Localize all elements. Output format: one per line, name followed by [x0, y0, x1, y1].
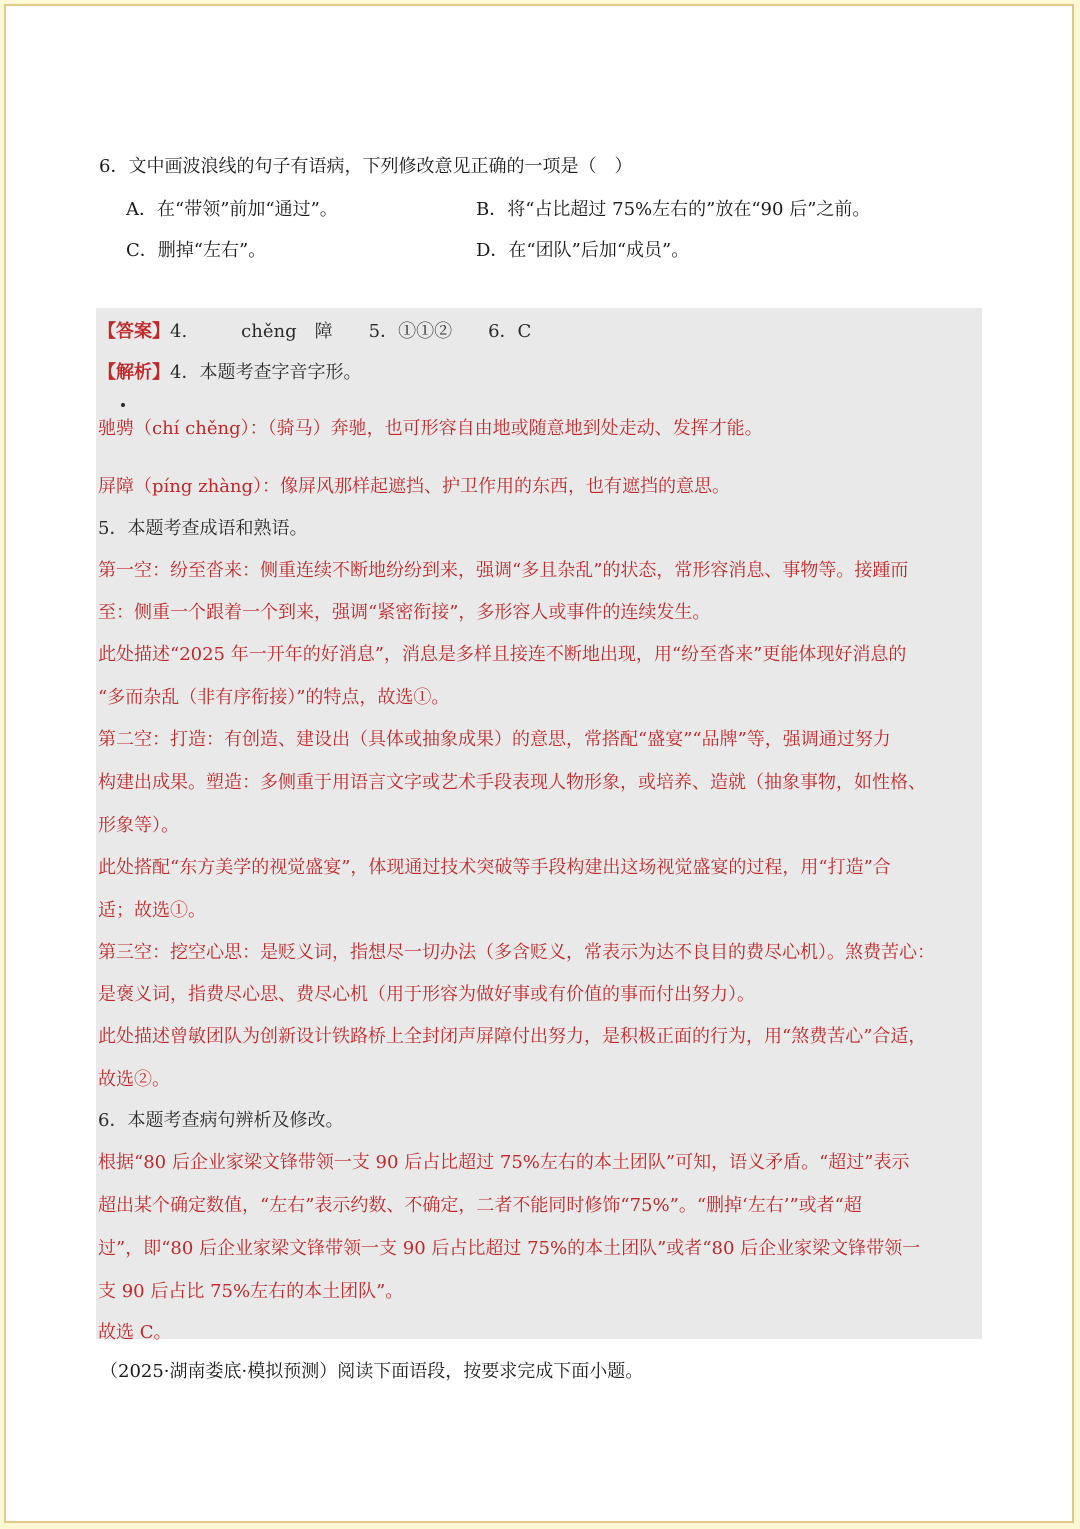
q5-line-8: 此处搭配“东方美学的视觉盛宴”，体现通过技术突破等手段构建出这场视觉盛宴的过程，用“打造”合: [98, 857, 891, 878]
q5-line-13: 故选②。: [98, 1069, 170, 1090]
analysis-line: [98, 358, 361, 384]
word-chicheng: 驰骋（chí chěng）：（骑马）奔驰，也可形容自由地或随意地到处走动、发挥才能。: [98, 418, 763, 439]
answer-tag: 【答案】: [98, 321, 170, 342]
option-c: C．删掉“左右”。: [126, 240, 267, 261]
analysis-tag: 【解析】: [98, 362, 170, 383]
q6-line-1: 根据“80 后企业家梁文锋带领一支 90 后占比超过 75%左右的本土团队”可知，语义矛盾。“超过”表示: [98, 1152, 910, 1173]
question-stem: 6．文中画波浪线的句子有语病，下列修改意见正确的一项是（ ）: [99, 156, 633, 177]
q5-line-10: 第三空：挖空心思：是贬义词，指想尽一切办法（多含贬义，常表示为达不良目的费尽心机）。煞费苦心：: [98, 942, 935, 963]
q5-line-2: 至：侧重一个跟着一个到来，强调“紧密衔接”，多形容人或事件的连续发生。: [98, 602, 711, 623]
answer-line: [98, 317, 531, 343]
q5-line-12: 此处描述曾敏团队为创新设计铁路桥上全封闭声屏障付出努力，是积极正面的行为，用“煞费苦心”合适，: [98, 1026, 927, 1047]
q5-line-7: 形象等）。: [98, 815, 179, 836]
q6-line-4: 支 90 后占比 75%左右的本土团队”。: [98, 1281, 404, 1302]
q5-line-5: 第二空：打造：有创造、建设出（具体或抽象成果）的意思，常搭配“盛宴”“品牌”等，强调通过努力: [98, 729, 891, 750]
option-d: D．在“团队”后加“成员”。: [476, 240, 690, 261]
word-pingzhang: 屏障（píng zhàng）：像屏风那样起遮挡、护卫作用的东西，也有遮挡的意思。: [98, 476, 731, 497]
source-line: （2025·湖南娄底·模拟预测）阅读下面语段，按要求完成下面小题。: [100, 1361, 644, 1382]
q6-intro: 6．本题考查病句辨析及修改。: [98, 1110, 344, 1131]
q5-line-9: 适；故选①。: [98, 900, 206, 921]
answer-analysis-box: [96, 308, 982, 1339]
option-a: A．在“带领”前加“通过”。: [126, 199, 338, 220]
answer-text: 4. chěng 障 5．①①② 6．C: [170, 321, 532, 342]
q6-line-3: 过”，即“80 后企业家梁文锋带领一支 90 后占比超过 75%的本土团队”或者“80 后企业家梁文锋带领一: [98, 1238, 921, 1259]
option-b: B．将“占比超过 75%左右的”放在“90 后”之前。: [476, 199, 871, 220]
q6-line-2: 超出某个确定数值，“左右”表示约数、不确定，二者不能同时修饰“75%”。“删掉‘左右’”或者“超: [98, 1195, 862, 1216]
q5-line-3: 此处描述“2025 年一开年的好消息”，消息是多样且接连不断地出现，用“纷至沓来”更能体现好消息的: [98, 644, 907, 665]
q5-line-11: 是褒义词，指费尽心思、费尽心机（用于形容为做好事或有价值的事而付出努力）。: [98, 984, 755, 1005]
q5-intro: 5．本题考查成语和熟语。: [98, 518, 308, 539]
analysis-intro: 4．本题考查字音字形。: [170, 362, 362, 383]
emphasis-dot: [121, 403, 125, 407]
q5-line-6: 构建出成果。塑造：多侧重于用语言文字或艺术手段表现人物形象，或培养、造就（抽象事物，如性格、: [98, 772, 926, 793]
q5-line-4: “多而杂乱（非有序衔接）”的特点，故选①。: [98, 687, 450, 708]
q6-line-5: 故选 C。: [98, 1322, 172, 1343]
q5-line-1: 第一空：纷至沓来：侧重连续不断地纷纷到来，强调“多且杂乱”的状态，常形容消息、事物等。接踵而: [98, 560, 909, 581]
